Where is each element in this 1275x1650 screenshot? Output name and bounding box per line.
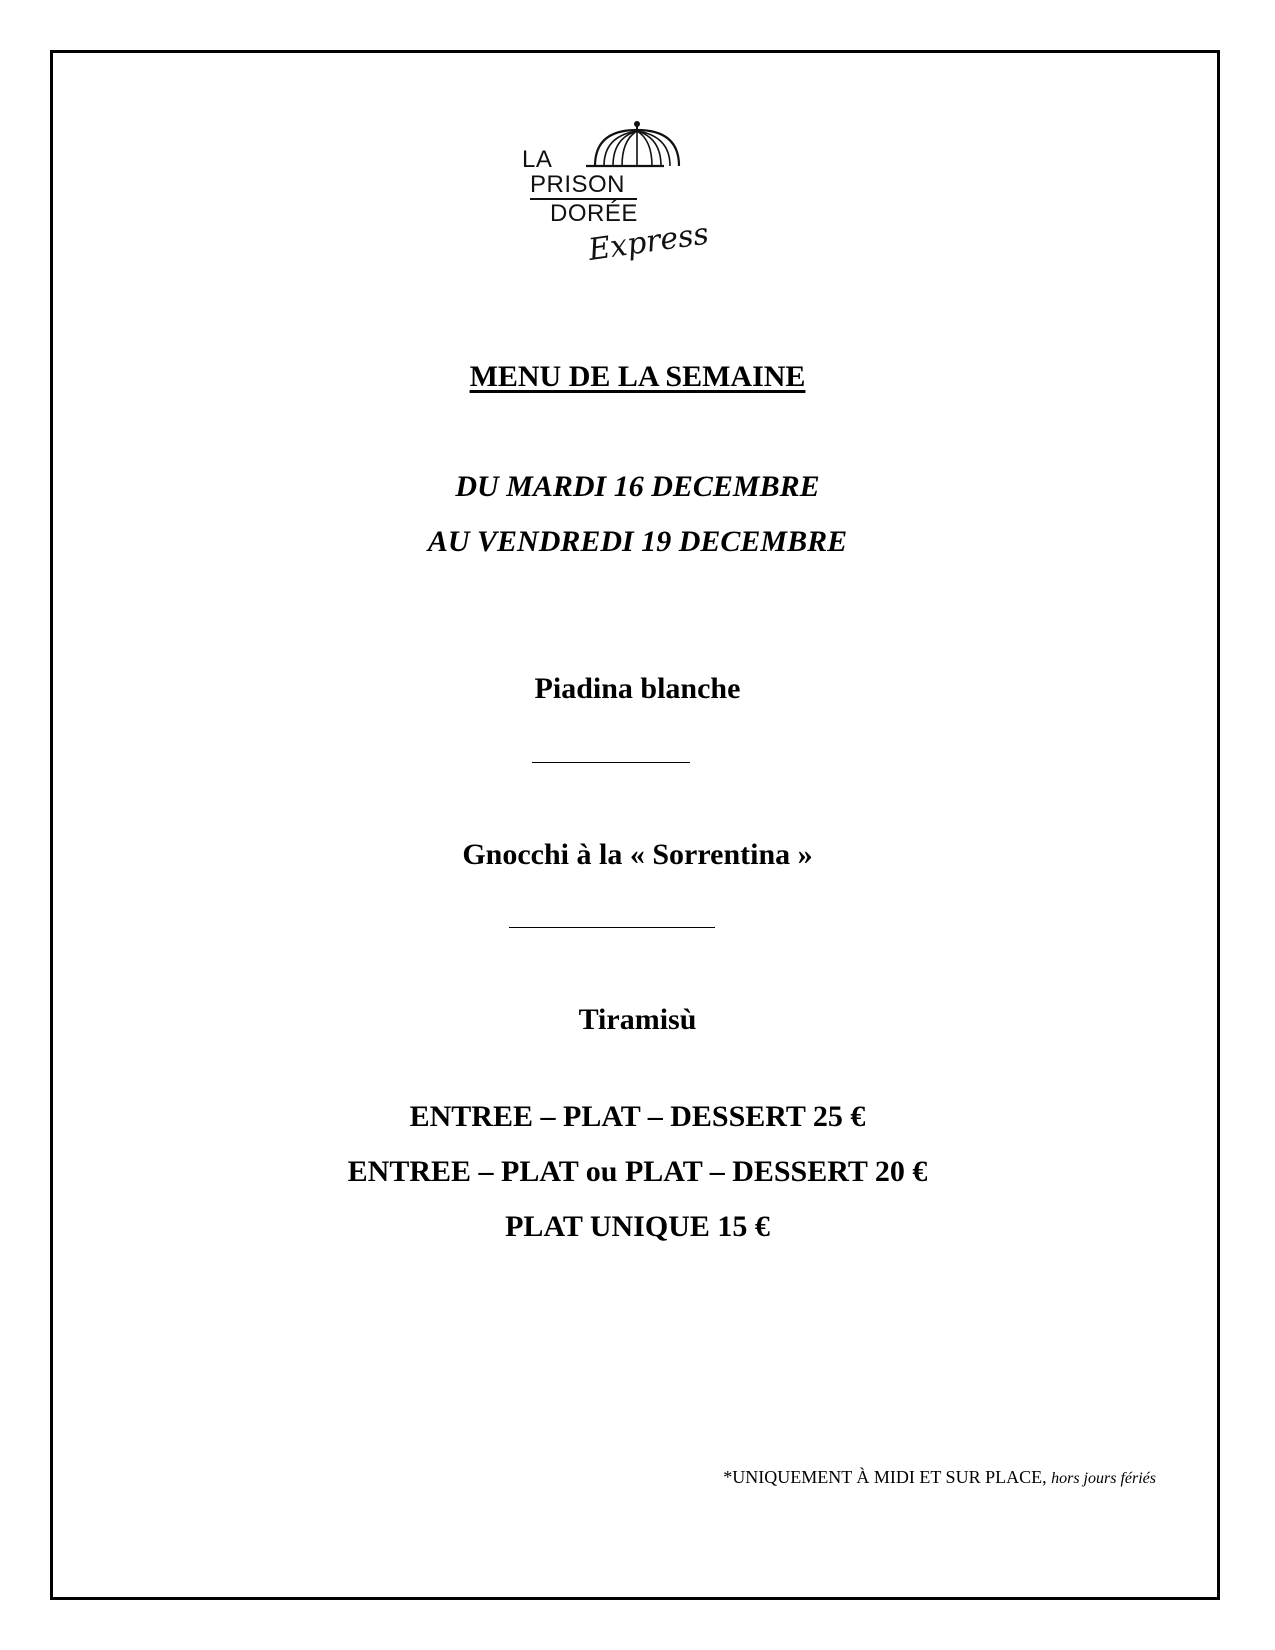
menu-title: MENU DE LA SEMAINE xyxy=(469,360,806,393)
dish-main: Gnocchi à la « Sorrentina » xyxy=(462,838,813,871)
dish-dessert: Tiramisù xyxy=(578,1003,697,1036)
dome-logo-icon xyxy=(522,120,750,290)
restaurant-logo xyxy=(522,120,750,290)
date-from: DU MARDI 16 DECEMBRE xyxy=(455,470,820,503)
price-two-courses: ENTREE – PLAT ou PLAT – DESSERT 20 € xyxy=(347,1155,928,1188)
footnote-main: *UNIQUEMENT À MIDI ET SUR PLACE, xyxy=(723,1467,1047,1487)
footnote-italic: hors jours fériés xyxy=(1051,1470,1156,1487)
logo-line-doree: DORÉE xyxy=(550,200,638,227)
date-to: AU VENDREDI 19 DECEMBRE xyxy=(427,525,848,558)
price-single-dish: PLAT UNIQUE 15 € xyxy=(505,1210,770,1243)
logo-line-prison: PRISON xyxy=(530,171,626,198)
divider-2 xyxy=(509,927,715,928)
logo-line-la: LA xyxy=(522,146,553,173)
footnote xyxy=(723,1467,1156,1488)
logo-script-express: Express xyxy=(586,216,711,268)
price-three-courses: ENTREE – PLAT – DESSERT 25 € xyxy=(409,1100,866,1133)
dish-starter: Piadina blanche xyxy=(534,672,741,705)
divider-1 xyxy=(532,762,690,763)
